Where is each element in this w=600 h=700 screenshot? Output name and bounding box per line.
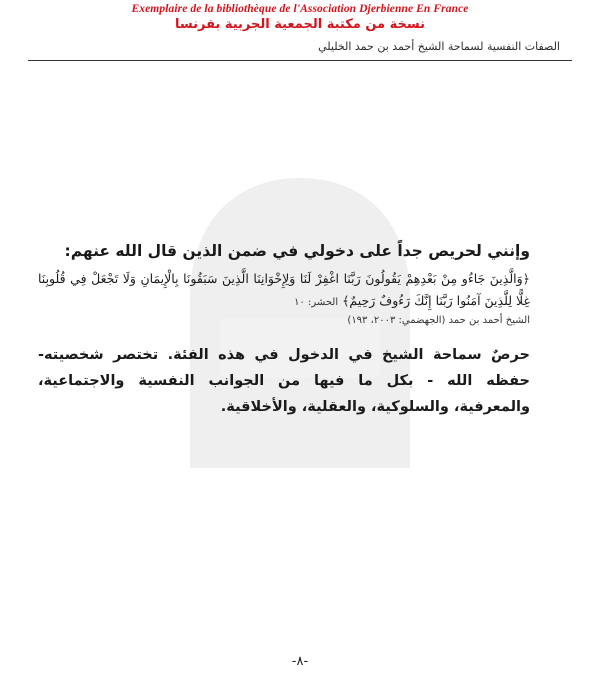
quran-verse-text: ﴿وَالَّذِينَ جَاءُو مِنْ بَعْدِهِمْ يَقُولُونَ رَبَّنَا اغْفِرْ لَنَا وَلِإِخْوَانِنَا الَّذِينَ سَبَقُونَا بِالْإِيمَانِ وَلَا تَجْعَلْ فِي قُلُوبِنَا غِلًّا لِلَّذِينَ آمَنُوا رَبَّنَا إِنَّكَ رَءُوفٌ رَحِيمٌ﴾ [38,271,530,308]
library-stamp [0,2,600,33]
stamp-latin-text: Exemplaire de la bibliothèque de l'Association Djerbienne En France [131,3,469,15]
intro-sentence: وإنني لحريص جداً على دخولي في ضمن الذين قال الله عنهم: [64,242,530,260]
stamp-arabic-text: نسخة من مكتبة الجمعية الجربية بفرنسا [175,17,425,32]
page-content [38,238,530,420]
page-number: -٨- [291,654,309,669]
quran-reference: الحشر: ١٠ [294,297,339,308]
quran-verse [38,268,530,314]
running-header: الصفات النفسية لسماحة الشيخ أحمد بن حمد الخليلي [318,40,560,53]
header-rule [28,60,572,61]
body-paragraph: حرصٌ سماحة الشيخ في الدخول في هذه الفئة. تختصر شخصيته- حفظه الله - بكل ما فيها من الجوانب النفسية والاجتماعية، والمعرفية، والسلوكية، والعقلية، والأخلاقية. [38,347,530,415]
citation: الشيخ أحمد بن حمد (الجهضمي: ٢٠٠٣، ١٩٣) [347,315,530,326]
